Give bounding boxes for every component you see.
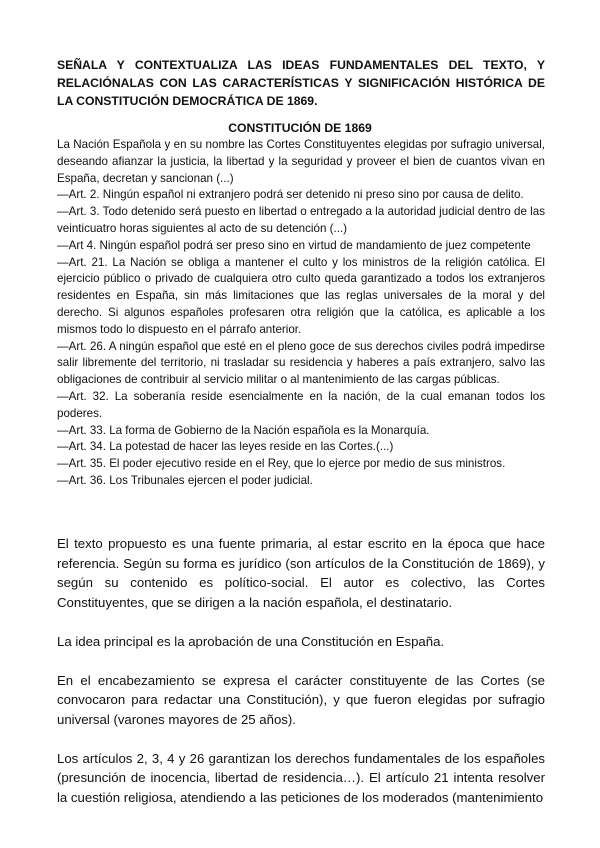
source-article: —Art. 26. A ningún español que esté en el pleno goce de sus derechos civiles podrá impedirse salir libremente del territorio, ni trasladar su residencia y haberes a país extranjero, salvo las obligaciones de contribuir al servicio militar o al mantenimiento de las cargas públicas.	[57, 339, 545, 387]
source-title: CONSTITUCIÓN DE 1869	[228, 121, 372, 135]
exercise-heading: SEÑALA Y CONTEXTUALIZA LAS IDEAS FUNDAMENTALES DEL TEXTO, Y RELACIÓNALAS CON LAS CARACTERÍSTICAS Y SIGNIFICACIÓN HISTÓRICA DE LA CONSTITUCIÓN DEMOCRÁTICA DE 1869.	[57, 58, 545, 108]
source-article: —Art. 33. La forma de Gobierno de la Nación española es la Monarquía.	[57, 423, 430, 437]
commentary	[57, 534, 545, 827]
source-article: —Art. 32. La soberanía reside esencialmente en la nación, de la cual emanan todos los poderes.	[57, 389, 545, 420]
source-article: —Art. 36. Los Tribunales ejercen el poder judicial.	[57, 473, 313, 487]
source-article: —Art. 34. La potestad de hacer las leyes reside en las Cortes.(...)	[57, 440, 394, 454]
source-article: —Art. 21. La Nación se obliga a mantener el culto y los ministros de la religión católica. El ejercicio público o privado de cualquiera otro culto queda garantizado a todos los extranjeros residentes en España, sin más limitaciones que las reglas universales de la moral y del derecho. Si algunos españoles profesaren otra religión que la católica, es aplicable a los mismos todo lo dispuesto en el párrafo anterior.	[57, 255, 545, 336]
commentary-paragraph: La idea principal es la aprobación de una Constitución en España.	[57, 633, 445, 649]
source-preamble: La Nación Española y en su nombre las Cortes Constituyentes elegidas por sufragio universal, deseando afianzar la justicia, la libertad y la seguridad y proveer el bien de cuantos vivan en España, decretan y sancionan (...)	[57, 138, 545, 185]
commentary-paragraph: En el encabezamiento se expresa el carácter constituyente de las Cortes (se convocaron para redactar una Constitución), y que fueron elegidas por sufragio universal (varones mayores de 25 años).	[57, 672, 545, 727]
source-article: —Art. 2. Ningún español ni extranjero podrá ser detenido ni preso sino por causa de delito.	[57, 188, 524, 202]
source-article: —Art. 35. El poder ejecutivo reside en el Rey, que lo ejerce por medio de sus ministros.	[57, 457, 506, 471]
source-article: —Art 4. Ningún español podrá ser preso sino en virtud de mandamiento de juez competente	[57, 238, 531, 252]
commentary-paragraph: Los artículos 2, 3, 4 y 26 garantizan los derechos fundamentales de los españoles (presunción de inocencia, libertad de residencia…). El artículo 21 intenta resolver la cuestión religiosa, atendiendo a las peticiones de los moderados (mantenimiento	[57, 750, 545, 805]
commentary-paragraph: El texto propuesto es una fuente primaria, al estar escrito en la época que hace referencia. Según su forma es jurídico (son artículos de la Constitución de 1869), y según su contenido es político-social. El autor es colectivo, las Cortes Constituyentes, que se dirigen a la nación española, el destinatario.	[57, 536, 545, 610]
source-text	[57, 137, 545, 490]
source-article: —Art. 3. Todo detenido será puesto en libertad o entregado a la autoridad judicial dentro de las veinticuatro horas siguientes al acto de su detención (...)	[57, 205, 545, 235]
